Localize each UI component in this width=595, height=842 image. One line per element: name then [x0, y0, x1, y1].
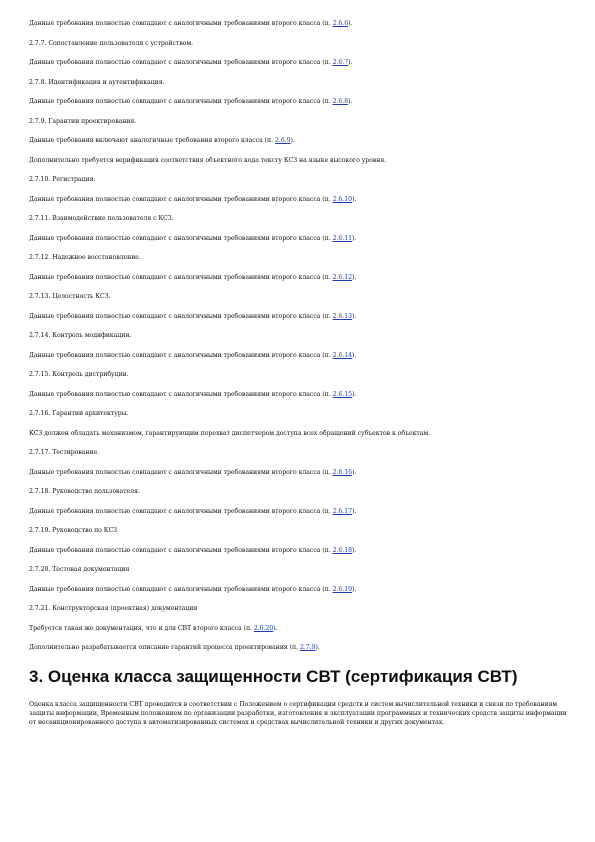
text-line	[29, 449, 99, 457]
text-line	[29, 215, 174, 223]
text-line	[29, 137, 295, 145]
line-text: Данные требования полностью совпадают с аналогичными требованиями второго класса (п.	[29, 312, 333, 320]
text-line	[29, 118, 136, 126]
text-line	[29, 274, 356, 282]
line-text: Данные требования полностью совпадают с аналогичными требованиями второго класса (п.	[29, 468, 333, 476]
line-text: 2.7.20. Тестовая документация	[29, 566, 130, 573]
text-line	[29, 625, 278, 633]
line-text: 2.7.9. Гарантии проектирования.	[29, 117, 137, 125]
section-reference-link[interactable]: 2.6.6	[332, 20, 349, 27]
line-text: Данные требования полностью совпадают с аналогичными требованиями второго класса (п.	[29, 273, 333, 281]
line-text: Данные требования полностью совпадают с аналогичными требованиями второго класса (п.	[29, 98, 333, 105]
text-line	[29, 332, 131, 340]
line-text: КСЗ должен обладать механизмом, гарантирующим перехват диспетчером доступа всех обращений субъектов к объектам.	[29, 429, 431, 437]
text-line	[29, 488, 140, 496]
line-text: 2.7.19. Руководство по КСЗ	[29, 527, 117, 534]
line-text: Данные требования включают аналогичные требования второго класса (п.	[29, 137, 275, 144]
line-text-end: ).	[351, 507, 357, 515]
line-text-end: ).	[351, 312, 357, 320]
text-line	[29, 508, 356, 516]
line-text: 2.7.16. Гарантии архитектуры.	[29, 410, 129, 417]
line-text-end: ).	[348, 20, 353, 27]
line-text: 2.7.15. Контроль дистрибуции.	[29, 371, 129, 378]
line-text: Данные требования полностью совпадают с аналогичными требованиями второго класса (п.	[29, 234, 333, 242]
section-paragraph: Оценка класса защищенности СВТ проводится в соответствии с Положением о сертификации средств и систем вычислительной техники и связи по требованиям защиты информации, Временным положением по организации разработки, изготовления и эксплуатации программных и технических средств защиты информации от несанкционированного доступа в автоматизированных системах и средствах вычислительной техники и других документах.	[29, 701, 567, 726]
line-text-end: ).	[273, 624, 278, 632]
section-reference-link[interactable]: 2.6.14	[332, 351, 352, 359]
line-text: 2.7.21. Конструкторская (проектная) документация	[29, 605, 198, 612]
line-text: Данные требования полностью совпадают с аналогичными требованиями второго класса (п.	[29, 59, 333, 66]
line-text: 2.7.7. Сопоставление пользователя с устройством.	[29, 39, 194, 47]
line-text-end: ).	[315, 644, 320, 651]
section-reference-link[interactable]: 2.6.16	[332, 468, 352, 476]
line-text: 2.7.14. Контроль модификации.	[29, 332, 132, 339]
line-text: 2.7.8. Идентификация и аутентификация.	[29, 78, 165, 86]
section-reference-link[interactable]: 2.6.17	[332, 507, 352, 515]
text-line	[29, 235, 356, 243]
line-text: 2.7.17. Тестирование.	[29, 449, 100, 456]
line-text: 2.7.12. Надежное восстановление.	[29, 254, 141, 261]
line-text: Данные требования полностью совпадают с аналогичными требованиями второго класса (п.	[29, 351, 333, 359]
section-reference-link[interactable]: 2.6.8	[332, 98, 349, 105]
section-reference-link[interactable]: 2.6.12	[332, 273, 352, 281]
text-line	[29, 254, 141, 262]
line-text-end: ).	[351, 351, 357, 359]
line-text: 2.7.11. Взаимодействие пользователя с КСЗ.	[29, 215, 174, 222]
text-line	[29, 566, 129, 574]
text-line	[29, 98, 352, 106]
line-text-end: ).	[351, 273, 357, 281]
line-text: Данные требования полностью совпадают с аналогичными требованиями второго класса (п.	[29, 546, 333, 554]
text-line	[29, 586, 356, 594]
text-line	[29, 547, 356, 555]
section-reference-link[interactable]: 2.6.20	[253, 624, 274, 632]
line-text-end: ).	[348, 59, 353, 66]
section-reference-link[interactable]: 2.6.18	[332, 546, 352, 554]
section-reference-link[interactable]: 2.6.11	[332, 234, 352, 242]
line-text-end: ).	[351, 546, 357, 554]
section-reference-link[interactable]: 2.6.7	[332, 59, 349, 66]
section-reference-link[interactable]: 2.7.9	[299, 644, 316, 651]
text-line	[29, 20, 352, 28]
text-line	[29, 527, 117, 535]
line-text: Дополнительно требуется верификация соответствия объектного кода тексту КСЗ на языке высокого уровня.	[29, 156, 387, 164]
line-text-end: ).	[348, 98, 353, 105]
section-reference-link[interactable]: 2.6.19	[332, 585, 352, 593]
line-text: 2.7.18. Руководство пользователя.	[29, 488, 140, 495]
line-text: Данные требования полностью совпадают с аналогичными требованиями второго класса (п.	[29, 20, 333, 27]
text-line	[29, 410, 129, 418]
text-line	[29, 430, 430, 438]
line-text-end: ).	[351, 585, 357, 593]
text-line	[29, 352, 356, 360]
text-line	[29, 644, 320, 652]
line-text-end: ).	[351, 234, 357, 242]
line-text: 2.7.13. Целостность КСЗ.	[29, 293, 111, 300]
text-line	[29, 605, 197, 613]
line-text-end: ).	[351, 390, 357, 398]
section-reference-link[interactable]: 2.6.9	[274, 137, 291, 144]
text-line	[29, 391, 356, 399]
line-text-end: ).	[351, 195, 357, 203]
line-text: Данные требования полностью совпадают с аналогичными требованиями второго класса (п.	[29, 195, 333, 203]
text-line	[29, 79, 165, 87]
text-line	[29, 157, 386, 165]
text-line	[29, 469, 356, 477]
section-reference-link[interactable]: 2.6.13	[332, 312, 352, 320]
line-text: Данные требования полностью совпадают с аналогичными требованиями второго класса (п.	[29, 507, 333, 515]
line-text-end: ).	[351, 468, 357, 476]
text-line	[29, 313, 356, 321]
text-line	[29, 40, 193, 48]
line-text: 2.7.10. Регистрация.	[29, 176, 96, 183]
line-text-end: ).	[290, 137, 295, 144]
text-line	[29, 59, 352, 67]
line-text: Данные требования полностью совпадают с аналогичными требованиями второго класса (п.	[29, 585, 333, 593]
line-text: Требуется такая же документация, что и для СВТ второго класса (п.	[29, 624, 254, 632]
text-line	[29, 293, 110, 301]
line-text: Дополнительно разрабатывается описание гарантий процесса проектирования (п.	[29, 644, 300, 651]
text-line	[29, 176, 95, 184]
section-reference-link[interactable]: 2.6.10	[332, 195, 352, 203]
section-reference-link[interactable]: 2.6.15	[332, 390, 352, 398]
section-heading: 3. Оценка класса защищенности СВТ (сертификация СВТ)	[29, 667, 518, 686]
line-text: Данные требования полностью совпадают с аналогичными требованиями второго класса (п.	[29, 390, 333, 398]
text-line	[29, 196, 356, 204]
text-line	[29, 371, 129, 379]
